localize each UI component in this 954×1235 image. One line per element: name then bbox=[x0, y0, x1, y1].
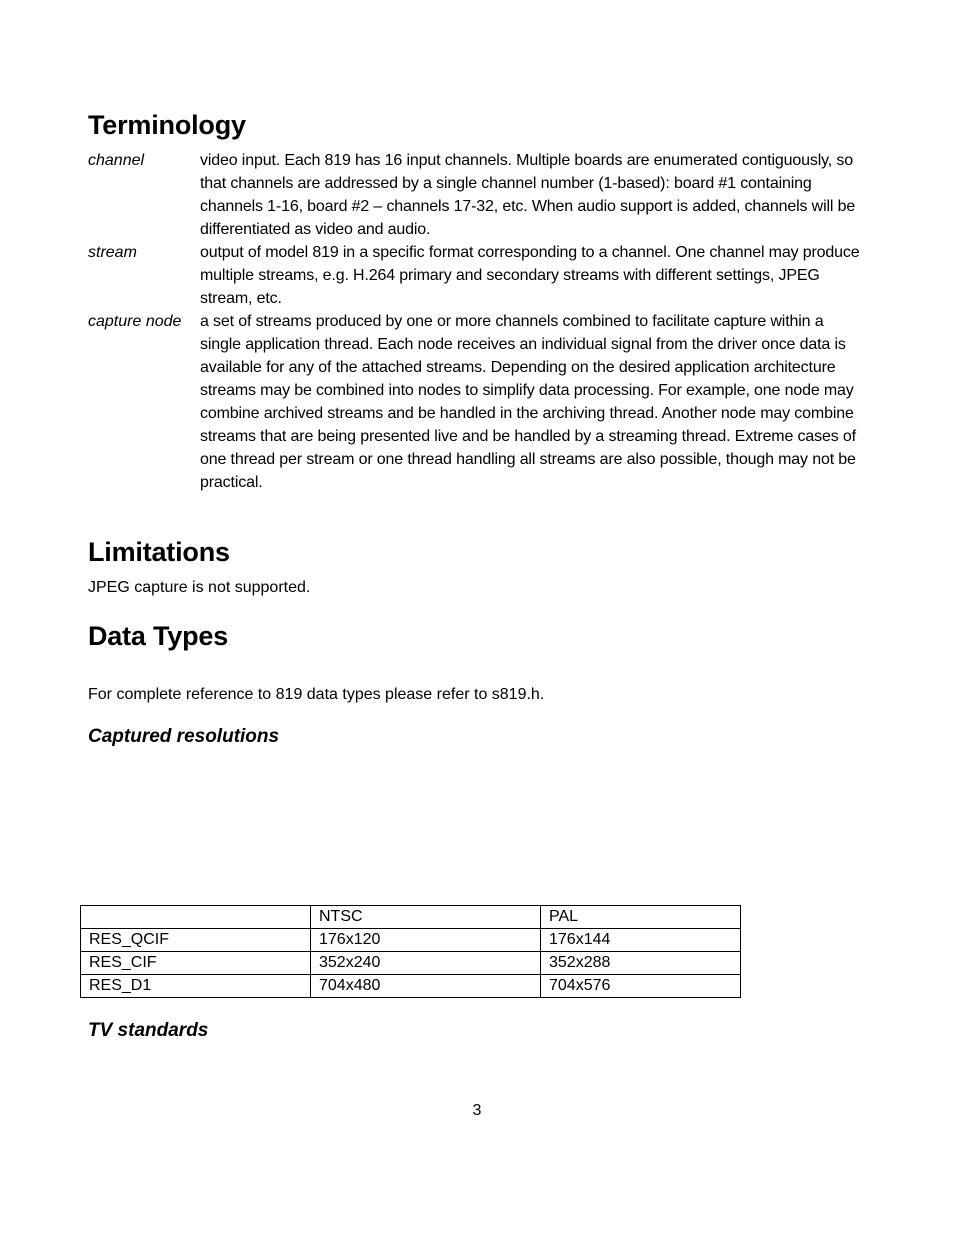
term-name: stream bbox=[88, 244, 137, 261]
table-header-cell: NTSC bbox=[311, 906, 541, 929]
table-cell: RES_D1 bbox=[81, 975, 311, 998]
limitations-heading: Limitations bbox=[88, 537, 230, 567]
term-row-channel bbox=[88, 149, 868, 241]
term-row-capture-node bbox=[88, 310, 868, 494]
terminology-heading: Terminology bbox=[88, 110, 246, 140]
page-number: 3 bbox=[472, 1102, 482, 1119]
table-header-row bbox=[81, 906, 741, 929]
table-cell: 704x480 bbox=[311, 975, 541, 998]
table-header-cell bbox=[81, 906, 311, 929]
resolutions-table bbox=[80, 905, 741, 998]
terminology-list bbox=[88, 149, 868, 494]
limitations-text: JPEG capture is not supported. bbox=[88, 579, 311, 596]
table-row bbox=[81, 952, 741, 975]
term-row-stream bbox=[88, 241, 868, 310]
captured-resolutions-heading: Captured resolutions bbox=[88, 726, 280, 747]
table-row bbox=[81, 975, 741, 998]
table-header-cell: PAL bbox=[541, 906, 741, 929]
term-name: channel bbox=[88, 152, 145, 169]
term-name: capture node bbox=[88, 313, 182, 330]
tv-standards-heading: TV standards bbox=[88, 1020, 209, 1041]
table-cell: 352x288 bbox=[541, 952, 741, 975]
data-types-text: For complete reference to 819 data types please refer to s819.h. bbox=[88, 686, 545, 703]
table-row bbox=[81, 929, 741, 952]
table-cell: 176x144 bbox=[541, 929, 741, 952]
term-definition: a set of streams produced by one or more channels combined to facilitate capture within a single application thread. Each node receives an individual signal from the driver once data is available for any of the attached streams. Depending on the desired application architecture streams may be combined into nodes to simplify data processing. For example, one node may combine archived streams and be handled in the archiving thread. Another node may combine streams that are being presented live and be handled by a streaming thread. Extreme cases of one thread per stream or one thread handling all streams are also possible, though may not be practical. bbox=[200, 313, 856, 491]
table-cell: 352x240 bbox=[311, 952, 541, 975]
data-types-heading: Data Types bbox=[88, 621, 229, 651]
table-cell: RES_CIF bbox=[81, 952, 311, 975]
table-cell: 176x120 bbox=[311, 929, 541, 952]
term-definition: video input. Each 819 has 16 input channels. Multiple boards are enumerated contiguously, so that channels are addressed by a single channel number (1-based): board #1 containing channels 1-16, board #2 – channels 17-32, etc. When audio support is added, channels will be differentiated as video and audio. bbox=[200, 152, 856, 238]
table-cell: RES_QCIF bbox=[81, 929, 311, 952]
table-cell: 704x576 bbox=[541, 975, 741, 998]
term-definition: output of model 819 in a specific format corresponding to a channel. One channel may produce multiple streams, e.g. H.264 primary and secondary streams with different settings, JPEG stream, etc. bbox=[200, 244, 860, 307]
